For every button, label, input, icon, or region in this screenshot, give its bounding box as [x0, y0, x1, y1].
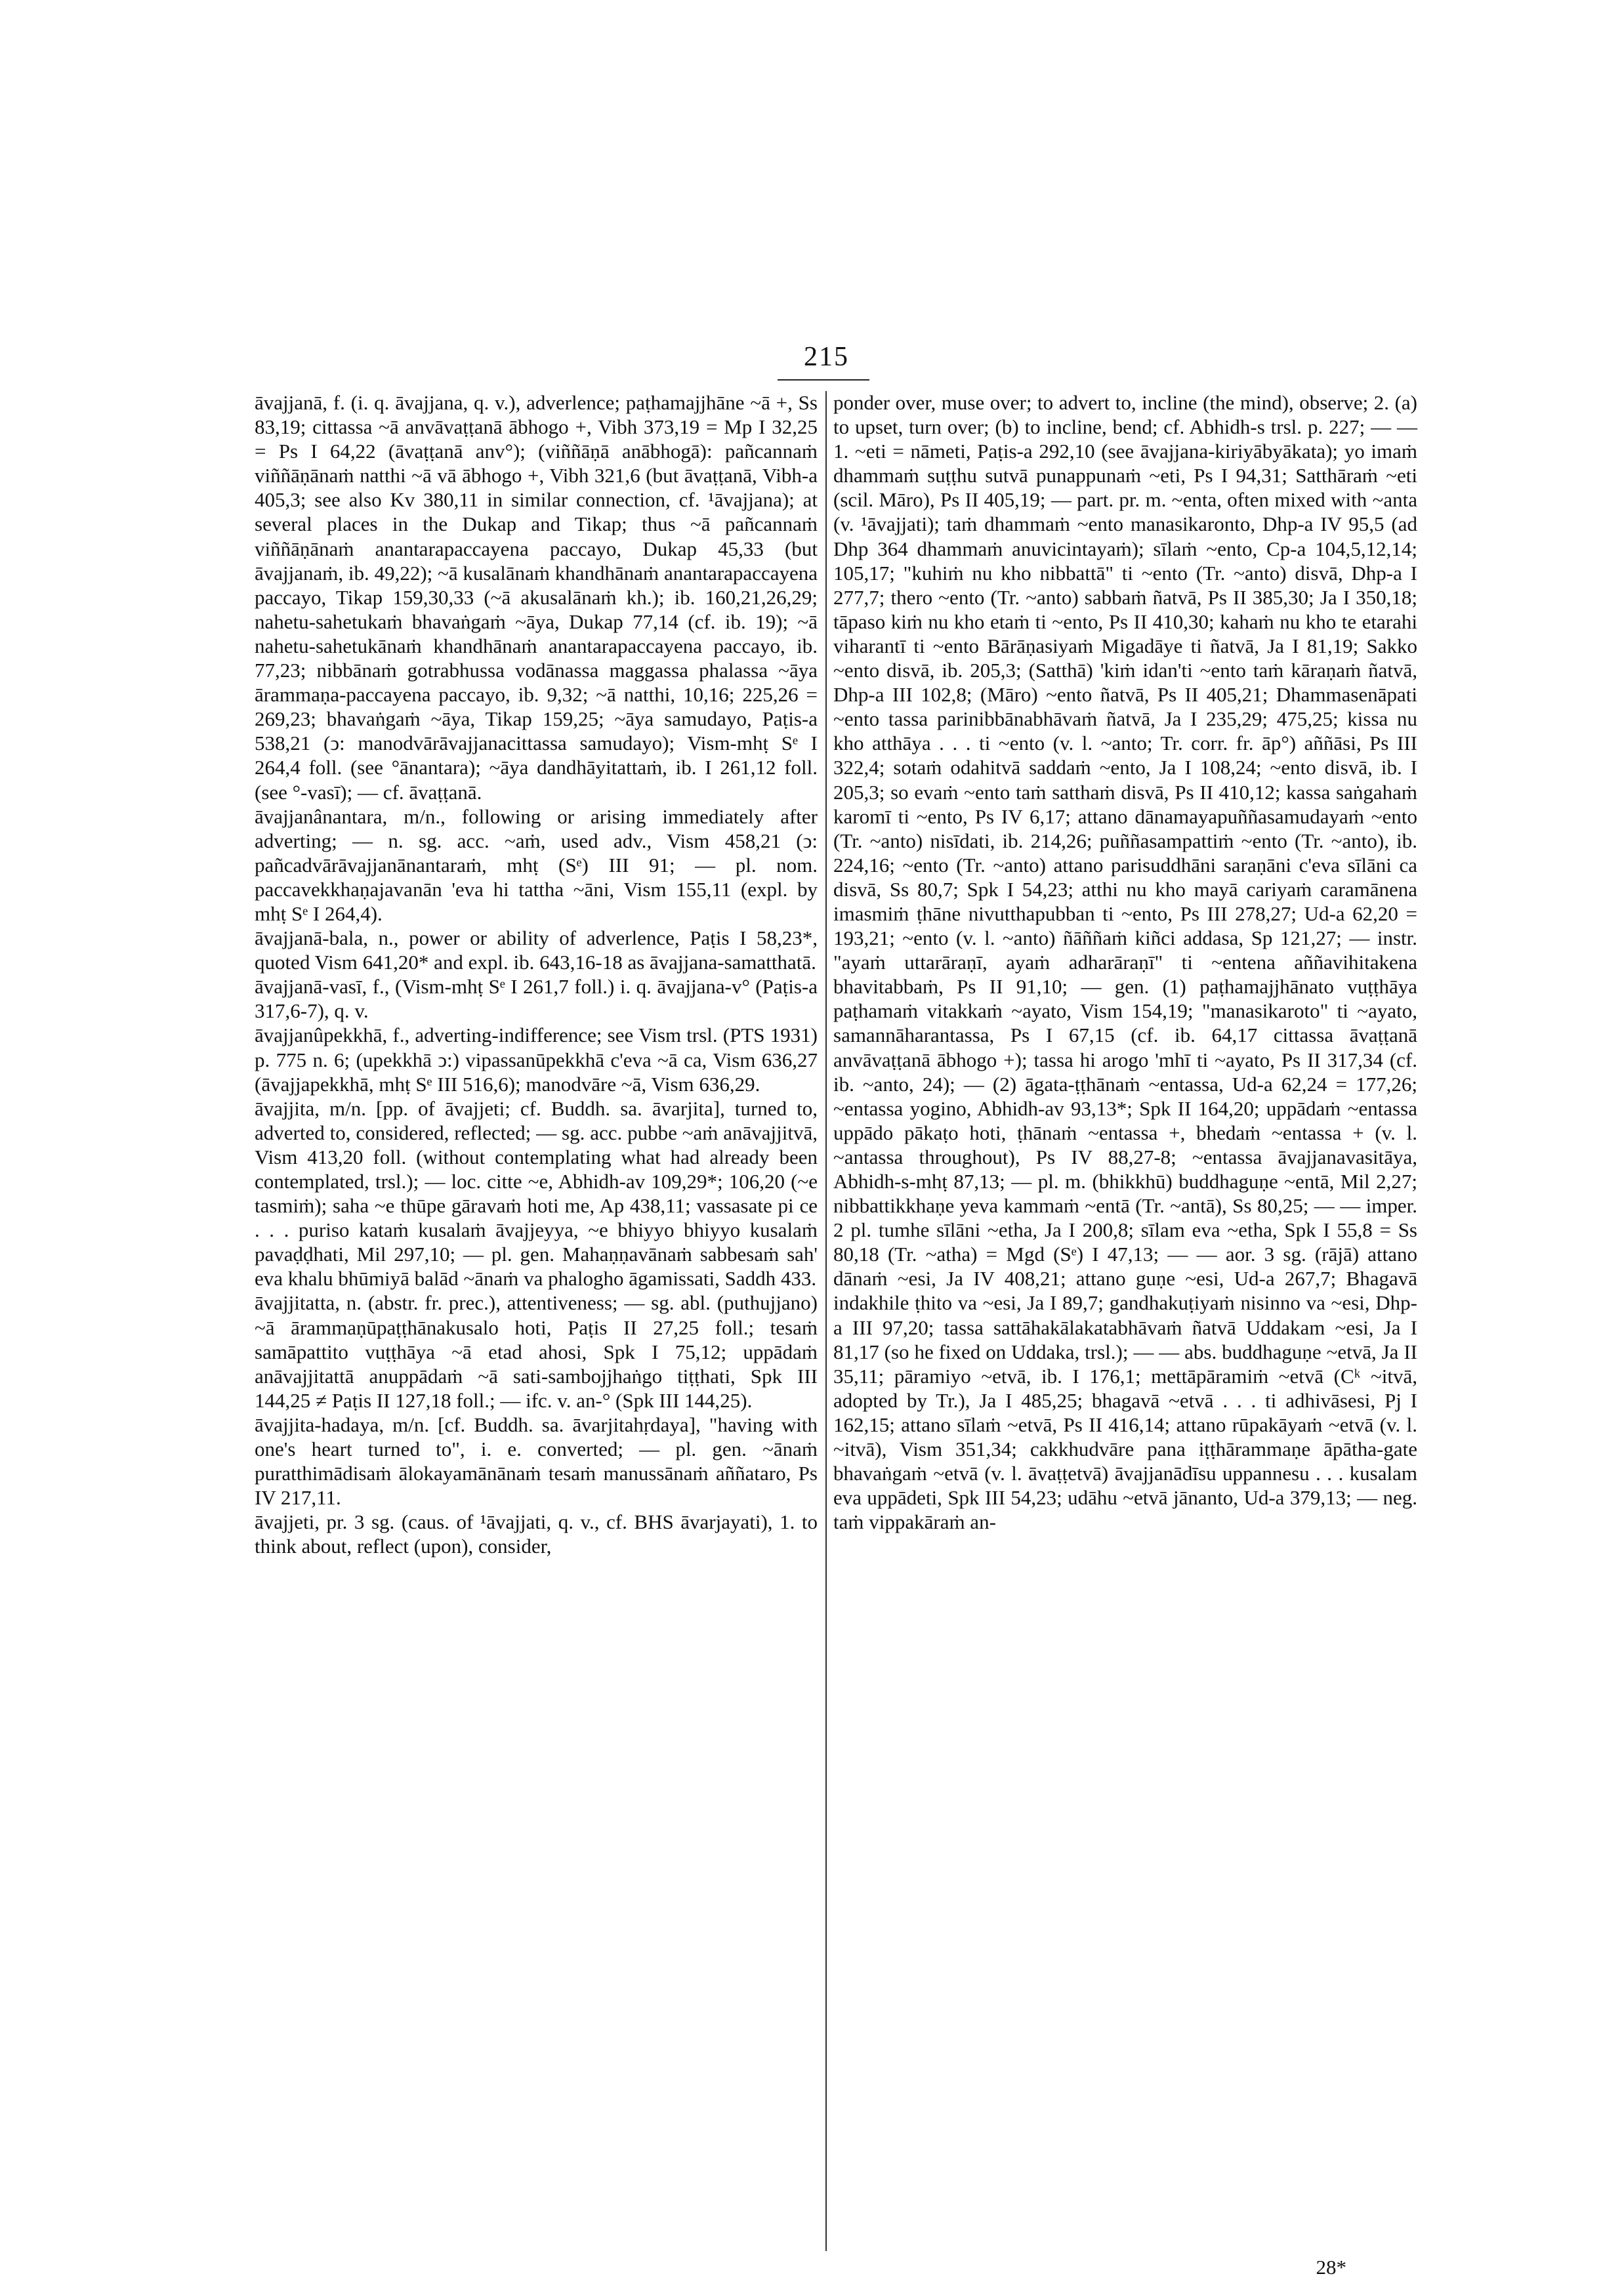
- entry-avajjitatta: āvajjitatta, n. (abstr. fr. prec.), attentiveness; — sg. abl. (puthujjano) ~ā ārammaṇūpaṭṭhānakusalo hoti, Paṭis II 27,25 foll.; tesaṁ samāpattito vuṭṭhāya ~ā etad ahosi, Spk I 75,12; uppādaṁ anāvajjitattā anuppādaṁ ~ā sati-sambojjhaṅgo tiṭṭhati, Spk III 144,25 ≠ Paṭis II 127,18 foll.; — ifc. v. an-° (Spk III 144,25).: [255, 1291, 818, 1412]
- entry-avajjeti-continued: ponder over, muse over; to advert to, incline (the mind), observe; 2. (a) to upset, turn over; (b) to incline, bend; cf. Abhidh-s trsl. p. 227; — — 1. ~eti = nāmeti, Paṭis-a 292,10 (see āvajjana-kiriyābyākata); yo imaṁ dhammaṁ suṭṭhu sutvā punappunaṁ ~eti, Ps I 94,31; Satthāraṁ ~eti (scil. Māro), Ps II 405,19; — part. pr. m. ~enta, often mixed with ~anta (v. ¹āvajjati); taṁ dhammaṁ ~ento manasikaronto, Dhp-a IV 95,5 (ad Dhp 364 dhammaṁ anuvicintayaṁ); sīlaṁ ~ento, Cp-a 104,5,12,14; 105,17; "kuhiṁ nu kho nibbattā" ti ~ento (Tr. ~anto) disvā, Dhp-a I 277,7; thero ~ento (Tr. ~anto) sabbaṁ ñatvā, Ps II 385,30; Ja I 350,18; tāpaso kiṁ nu kho etaṁ ti ~ento, Ps II 410,30; kahaṁ nu kho te etarahi viharantī ti ~ento Bārāṇasiyaṁ Migadāye ti ñatvā, Ja I 81,19; Sakko ~ento disvā, ib. 205,3; (Satthā) 'kiṁ idan'ti ~ento taṁ kāraṇaṁ ñatvā, Dhp-a III 102,8; (Māro) ~ento ñatvā, Ps II 405,21; Dhammasenāpati ~ento tassa parinibbānabhāvaṁ ñatvā, Ja I 235,29; 475,25; kissa nu kho atthāya . . . ti ~ento (v. l. ~anto; Tr. corr. fr. āp°) aññāsi, Ps III 322,4; sotaṁ odahitvā saddaṁ ~ento, Ja I 108,24; ~ento disvā, ib. I 205,3; so evaṁ ~ento taṁ satthaṁ disvā, Ps II 410,12; kassa saṅgahaṁ karomī ti ~ento, Ps IV 6,17; attano dānamayapuññasamudayaṁ ~ento (Tr. ~anto) nisīdati, ib. 214,26; puññasampattiṁ ~ento (Tr. ~anto), ib. 224,16; ~ento (Tr. ~anto) attano parisuddhāni saraṇāni c'eva sīlāni ca disvā, Ss 80,7; Spk I 54,23; atthi nu kho mayā cariyaṁ caramānena imasmiṁ ṭhāne nivutthapubban ti ~ento, Ps III 278,27; Ud-a 62,20 = 193,21; ~ento (v. l. ~anto) ñāññaṁ kiñci addasa, Sp 121,27; — instr. "ayaṁ uttarāraṇī, ayaṁ adharāraṇī" ti ~entena aññavihitakena bhavitabbaṁ, Ps II 91,10; — gen. (1) paṭhamajjhānato vuṭṭhāya paṭhamaṁ vitakkaṁ ~ayato, Vism 154,19; "manasikaroto" ti ~ayato, samannāharantassa, Ps I 67,15 (cf. ib. 64,17 cittassa āvaṭṭanā anvāvaṭṭanā ābhogo +); tassa hi arogo 'mhī ti ~ayato, Ps II 317,34 (cf. ib. ~anto, 24); — (2) āgata-ṭṭhānaṁ ~entassa, Ud-a 62,24 = 177,26; ~entassa yogino, Abhidh-av 93,13*; Spk II 164,20; uppādaṁ ~entassa uppādo pākaṭo hoti, ṭhānaṁ ~entassa +, bhedaṁ ~entassa + (v. l. ~antassa throughout), Ps IV 88,27-8; ~entassa āvajjanavasitāya, Abhidh-s-mhṭ 87,13; — pl. m. (bhikkhū) buddhaguṇe ~entā, Mil 2,27; nibbattikkhaṇe yeva kammaṁ ~entā (Tr. ~antā), Ss 80,25; — — imper. 2 pl. tumhe sīlāni ~etha, Ja I 200,8; sīlam eva ~etha, Spk I 55,8 = Ss 80,18 (Tr. ~atha) = Mgd (Sᵉ) I 47,13; — — aor. 3 sg. (rājā) attano dānaṁ ~esi, Ja IV 408,21; attano guṇe ~esi, Ud-a 267,7; Bhagavā indakhile ṭhito va ~esi, Ja I 89,7; gandhakuṭiyaṁ nisinno va ~esi, Dhp-a III 97,20; tassa sattāhakālakatabhāvaṁ ñatvā Uddakam ~esi, Ja I 81,17 (so he fixed on Uddaka, trsl.); — — abs. buddhaguṇe ~etvā, Ja II 35,11; pāramiyo ~etvā, ib. I 176,1; mettāpāramiṁ ~etvā (Cᵏ ~itvā, adopted by Tr.), Ja I 485,25; bhagavā ~etvā . . . ti adhivāsesi, Pj I 162,15; attano sīlaṁ ~etvā, Ps II 416,14; attano rūpakāyaṁ ~etvā (v. l. ~itvā), Vism 351,34; cakkhudvāre pana iṭṭhārammaṇe āpātha-gate bhavaṅgaṁ ~etvā (v. l. āvaṭṭetvā) āvajjanādīsu uppannesu . . . kusalam eva uppādeti, Spk III 54,23; udāhu ~etvā jānanto, Ud-a 379,13; — neg. taṁ vippakāraṁ an-: [833, 391, 1417, 1534]
- entry-avajjananantara: āvajjanânantara, m/n., following or arising immediately after adverting; — n. sg. acc. ~aṁ, used adv., Vism 458,21 (ↄ: pañcadvārāvajjanānantaraṁ, mhṭ (Sᵉ) III 91; — pl. nom. paccavekkhaṇajavanān 'eva hi tattha ~āni, Vism 155,11 (expl. by mhṭ Sᵉ I 264,4).: [255, 804, 818, 925]
- entry-avajjana-bala: āvajjanā-bala, n., power or ability of adverlence, Paṭis I 58,23*, quoted Vism 641,20* and expl. ib. 643,16-18 as āvajjana-samatthatā.: [255, 926, 818, 974]
- page-number-rule: [778, 379, 869, 381]
- entry-avajjana-vasi: āvajjanā-vasī, f., (Vism-mhṭ Sᵉ I 261,7 foll.) i. q. āvajjana-v° (Paṭis-a 317,6-7), q. v.: [255, 975, 818, 1023]
- left-column: [255, 390, 818, 1559]
- entry-avajjeti: āvajjeti, pr. 3 sg. (caus. of ¹āvajjati, q. v., cf. BHS āvarjayati), 1. to think about, reflect (upon), consider,: [255, 1510, 818, 1558]
- entry-avajjanupekkha: āvajjanûpekkhā, f., adverting-indifference; see Vism trsl. (PTS 1931) p. 775 n. 6; (upekkhā ↄ:) vipassanūpekkhā c'eva ~ā ca, Vism 636,27 (āvajjapekkhā, mhṭ Sᵉ III 516,6); manodvāre ~ā, Vism 636,29.: [255, 1023, 818, 1096]
- page-number: 215: [804, 342, 849, 372]
- footer-signature: 28*: [1316, 2256, 1346, 2279]
- right-column: [833, 390, 1417, 1534]
- column-divider: [825, 391, 827, 2251]
- entry-avajjana: āvajjanā, f. (i. q. āvajjana, q. v.), adverlence; paṭhamajjhāne ~ā +, Ss 83,19; cittassa ~ā anvāvaṭṭanā ābhogo +, Vibh 373,19 = Mp I 32,25 = Ps I 64,22 (āvaṭṭanā anv°); (viññāṇā anābhogā): pañcannaṁ viññāṇānaṁ natthi ~ā vā ābhogo +, Vibh 321,6 (but āvaṭṭanā, Vibh-a 405,3; see also Kv 380,11 in similar connection, cf. ¹āvajjana); at several places in the Dukap and Tikap; thus ~ā pañcannaṁ viññāṇānaṁ anantarapaccayena paccayo, Dukap 45,33 (but āvajjanaṁ, ib. 49,22); ~ā kusalānaṁ khandhānaṁ anantarapaccayena paccayo, Tikap 159,30,33 (~ā akusalānaṁ kh.); ib. 160,21,26,29; nahetu-sahetukaṁ bhavaṅgaṁ ~āya, Dukap 77,14 (cf. ib. 19); ~ā nahetu-sahetukānaṁ khandhānaṁ anantarapaccayena paccayo, ib. 77,23; nibbānaṁ gotrabhussa vodānassa maggassa phalassa ~āya ārammaṇa-paccayena paccayo, ib. 9,32; ~ā natthi, 10,16; 225,26 = 269,23; bhavaṅgaṁ ~āya, Tikap 159,25; ~āya samudayo, Paṭis-a 538,21 (ↄ: manodvārāvajjanacittassa samudayo); Vism-mhṭ Sᵉ I 264,4 foll. (see °ānantara); ~āya dandhāyitattaṁ, ib. I 261,12 foll. (see °-vasī); — cf. āvaṭṭanā.: [255, 391, 818, 804]
- entry-avajjita-hadaya: āvajjita-hadaya, m/n. [cf. Buddh. sa. āvarjitahṛdaya], "having with one's heart turned to", i. e. converted; — pl. gen. ~ānaṁ puratthimādisaṁ ālokayamānānaṁ tesaṁ manussānaṁ aññataro, Ps IV 217,11.: [255, 1413, 818, 1510]
- entry-avajjita: āvajjita, m/n. [pp. of āvajjeti; cf. Buddh. sa. āvarjita], turned to, adverted to, considered, reflected; — sg. acc. pubbe ~aṁ anāvajjitvā, Vism 413,20 foll. (without contemplating what had already been contemplated, trsl.); — loc. citte ~e, Abhidh-av 109,29*; 106,20 (~e tasmiṁ); saha ~e thūpe gāravaṁ hoti me, Ap 438,11; vassasate pi ce . . . puriso kataṁ kusalaṁ āvajjeyya, ~e bhiyyo bhiyyo kusalaṁ pavaḍḍhati, Mil 297,10; — pl. gen. Mahaṇṇavānaṁ sabbesaṁ sah' eva khalu bhūmiyā balād ~ānaṁ va phalogho āgamissati, Saddh 433.: [255, 1096, 818, 1291]
